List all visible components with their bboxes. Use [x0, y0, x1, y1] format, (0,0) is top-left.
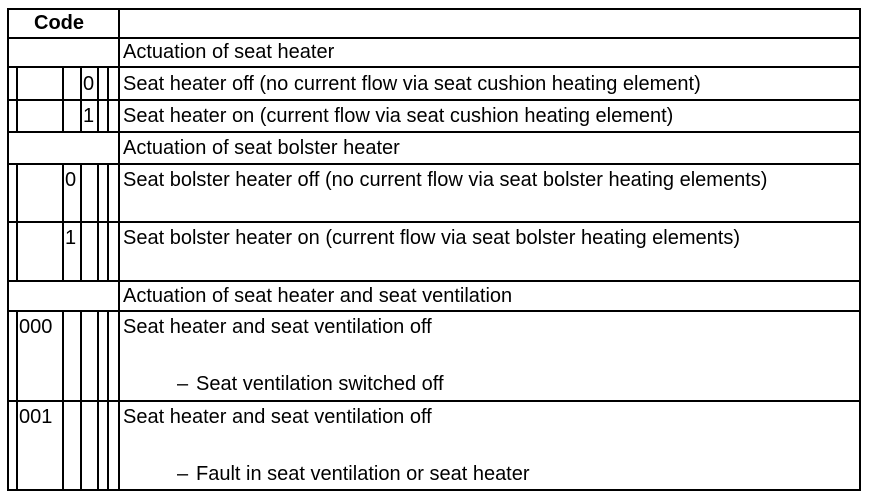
entry-sub-bullet: –: [177, 373, 189, 395]
table-border-top: [7, 8, 861, 10]
column-divider: [80, 163, 82, 282]
row-divider: [7, 280, 861, 282]
section-heading: Actuation of seat heater and seat ventilation: [123, 285, 513, 307]
entry-description: Seat heater and seat ventilation off: [123, 406, 432, 428]
row-divider: [7, 66, 861, 68]
column-divider: [97, 310, 99, 491]
entry-code: 1: [83, 105, 95, 127]
column-divider: [80, 66, 82, 133]
column-divider: [97, 163, 99, 282]
row-divider: [7, 310, 861, 312]
table-border-left: [7, 8, 9, 491]
column-divider-main: [118, 8, 120, 491]
entry-sub-item: Fault in seat ventilation or seat heater: [196, 463, 530, 485]
entry-code: 000: [19, 316, 53, 338]
column-divider: [62, 66, 64, 133]
entry-description: Seat bolster heater off (no current flow via seat bolster heating elements): [123, 169, 768, 191]
column-divider: [80, 310, 82, 491]
column-divider: [107, 310, 109, 491]
column-divider: [16, 163, 18, 282]
header-code-label: Code: [34, 12, 84, 34]
column-divider: [97, 66, 99, 133]
row-divider: [7, 37, 861, 39]
row-divider: [7, 163, 861, 165]
column-divider: [16, 310, 18, 491]
column-divider: [62, 163, 64, 282]
entry-description: Seat heater and seat ventilation off: [123, 316, 432, 338]
section-heading: Actuation of seat heater: [123, 41, 335, 63]
table-border-bottom: [7, 489, 861, 491]
column-divider: [107, 163, 109, 282]
column-divider: [107, 66, 109, 133]
entry-description: Seat heater on (current flow via seat cushion heating element): [123, 105, 674, 127]
column-divider: [62, 310, 64, 491]
row-divider: [7, 99, 861, 101]
entry-sub-bullet: –: [177, 463, 189, 485]
row-divider: [7, 400, 861, 402]
entry-sub-item: Seat ventilation switched off: [196, 373, 444, 395]
column-divider: [16, 66, 18, 133]
entry-description: Seat bolster heater on (current flow via seat bolster heating elements): [123, 227, 740, 249]
entry-code: 0: [65, 169, 77, 191]
entry-code: 0: [83, 73, 95, 95]
row-divider: [7, 221, 861, 223]
entry-code: 001: [19, 406, 53, 428]
entry-code: 1: [65, 227, 77, 249]
entry-description: Seat heater off (no current flow via seat cushion heating element): [123, 73, 701, 95]
row-divider: [7, 131, 861, 133]
table-border-right: [859, 8, 861, 491]
section-heading: Actuation of seat bolster heater: [123, 137, 400, 159]
